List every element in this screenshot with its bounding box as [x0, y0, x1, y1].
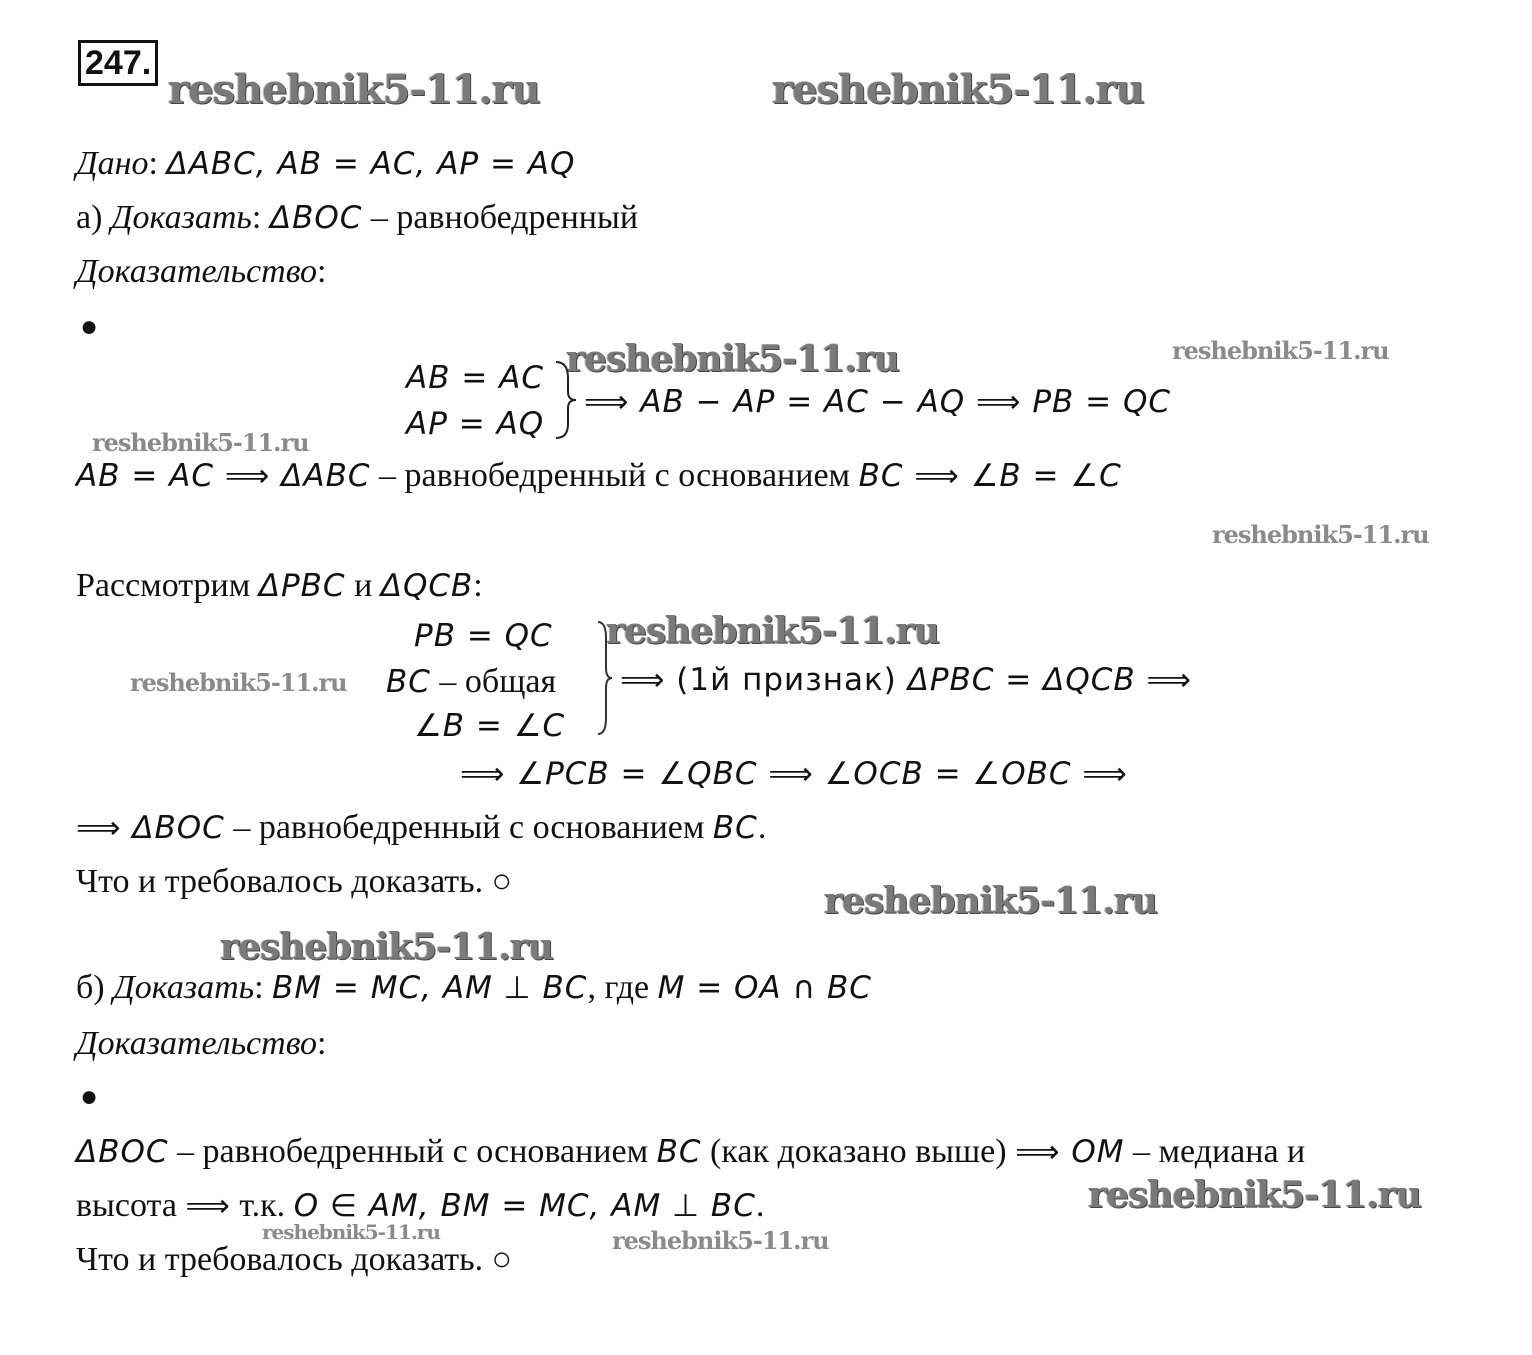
- qed-b: Что и требовалось доказать. ○: [76, 1241, 513, 1278]
- proof-label-b: Доказательство:: [76, 1025, 327, 1062]
- watermark: reshebnik5-11.ru: [1172, 336, 1389, 365]
- isosceles-line: AB = AC ⟹ ΔABC – равнобедренный с основанием BC ⟹ ∠B = ∠C: [76, 457, 1122, 494]
- given-line: Дано: ΔABC, AB = AC, AP = AQ: [76, 145, 576, 182]
- watermark: reshebnik5-11.ru: [92, 428, 309, 457]
- watermark: reshebnik5-11.ru: [168, 66, 540, 113]
- system1-brace: [550, 358, 580, 442]
- system2-line2: BC – общая: [386, 663, 557, 700]
- watermark: reshebnik5-11.ru: [220, 926, 553, 968]
- conclusion-line: ⟹ ΔBOC – равнобедренный с основанием BC.: [76, 809, 767, 846]
- part-a-statement: а) Доказать: ΔBOC – равнобедренный: [76, 199, 639, 236]
- watermark: reshebnik5-11.ru: [1212, 520, 1429, 549]
- bullet: ●: [80, 1080, 99, 1113]
- prove-label: Доказать: [110, 199, 252, 236]
- angles-line: ⟹ ∠PCB = ∠QBC ⟹ ∠OCB = ∠OBC ⟹: [460, 756, 1128, 792]
- system2-brace: [594, 618, 618, 738]
- bullet: ●: [80, 310, 99, 343]
- watermark: reshebnik5-11.ru: [566, 338, 899, 380]
- watermark: reshebnik5-11.ru: [1088, 1174, 1421, 1216]
- watermark: reshebnik5-11.ru: [262, 1220, 440, 1244]
- watermark: reshebnik5-11.ru: [824, 880, 1157, 922]
- part-b-line2: высота ⟹ т.к. O ∈ AM, BM = MC, AM ⊥ BC.: [76, 1187, 765, 1224]
- watermark: reshebnik5-11.ru: [606, 610, 939, 652]
- system2-line1: PB = QC: [414, 618, 553, 654]
- system1-line1: AB = AC: [406, 360, 545, 396]
- system1-line2: AP = AQ: [406, 406, 545, 442]
- qed-a: Что и требовалось доказать. ○: [76, 863, 513, 900]
- proof-label: Доказательство:: [76, 253, 327, 290]
- consider-line: Рассмотрим ΔPBC и ΔQCB:: [76, 567, 483, 604]
- watermark: reshebnik5-11.ru: [612, 1226, 829, 1255]
- watermark: reshebnik5-11.ru: [130, 668, 347, 697]
- system1-result: ⟹ AB − AP = AC − AQ ⟹ PB = QC: [584, 384, 1172, 420]
- system2-result: ⟹ (1й признак) ΔPBC = ΔQCB ⟹: [620, 662, 1192, 698]
- given-expr: ΔABC, AB = AC, AP = AQ: [166, 146, 576, 182]
- problem-number: 247.: [78, 40, 158, 86]
- part-b-statement: б) Доказать: BM = MC, AM ⊥ BC, где M = OA ∩ BC: [76, 969, 872, 1006]
- part-b-line1: ΔBOC – равнобедренный с основанием BC (как доказано выше) ⟹ OM – медиана и: [76, 1133, 1306, 1170]
- given-label: Дано: [76, 145, 149, 182]
- watermark: reshebnik5-11.ru: [772, 66, 1144, 113]
- system2-line3: ∠B = ∠C: [414, 708, 566, 744]
